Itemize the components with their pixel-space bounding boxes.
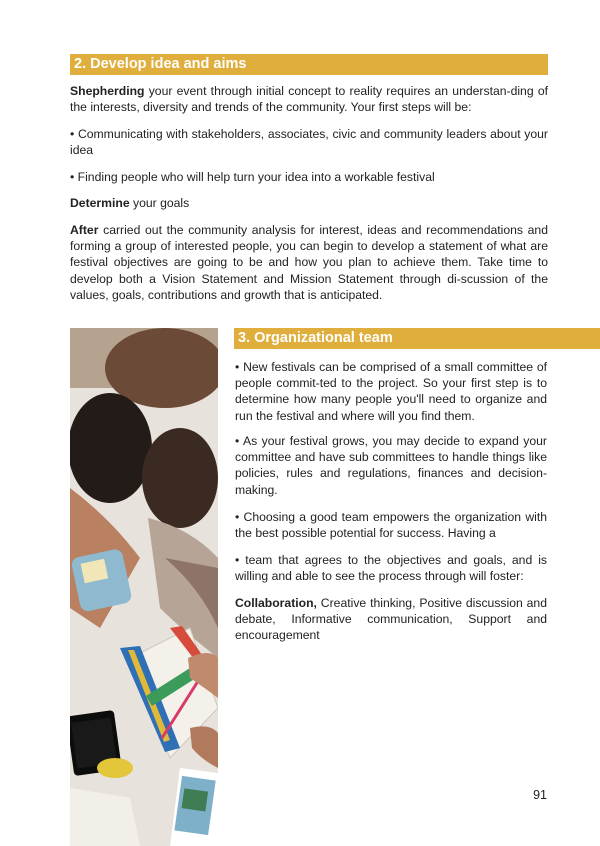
paragraph-text: carried out the community analysis for interest, ideas and recommendations and forming a group of interested people, you can begin to develop a statement of what are festival objectives are going to be and how you plan to achieve them. Take time to develop both a Vision Statement and Mission Statement through di-scussion of the values, goals, contributions and growth that is anticipated. <box>70 223 548 302</box>
bold-lead: After <box>70 223 99 237</box>
bullet-finding-people: • Finding people who will help turn your idea into a workable festival <box>70 170 435 184</box>
paragraph-text: your goals <box>129 196 190 210</box>
bullet-new-festivals: • New festivals can be comprised of a small committee of people commit-ted to the project. So your first step is to determine how many people you'll need to organize and run the festival and where will you find them. <box>235 360 547 423</box>
bullet-good-team: • Choosing a good team empowers the organization with the best possible potential for success. Having a <box>235 510 547 541</box>
page-number: 91 <box>533 788 547 802</box>
paragraph-text: your event through initial concept to reality requires an understan-ding of the interests, diversity and trends of the community. Your first steps will be: <box>70 84 548 115</box>
paragraph-text: Creative thinking, Positive discussion and debate, Informative communication, Support and encouragement <box>235 596 547 643</box>
bullet-festival-grows: • As your festival grows, you may decide to expand your committee and have sub committees to handle things like policies, rules and regulations, finances and decision-making. <box>235 434 547 497</box>
workshop-photo-illustration <box>70 328 218 846</box>
section-heading-organizational-team: 3. Organizational team <box>234 328 600 349</box>
bold-lead: Shepherding <box>70 84 145 98</box>
paragraph-collaboration <box>235 595 547 644</box>
bullet-communicating: • Communicating with stakeholders, associates, civic and community leaders about your idea <box>70 127 548 158</box>
bullet-team-agrees: • team that agrees to the objectives and goals, and is willing and able to see the process through will foster: <box>235 553 547 584</box>
section-heading-develop-idea: 2. Develop idea and aims <box>70 54 548 75</box>
bold-lead: Collaboration, <box>235 596 317 610</box>
bold-lead: Determine <box>70 196 130 210</box>
paragraph-after <box>70 222 548 303</box>
workshop-photo <box>70 328 218 846</box>
paragraph-determine-goals <box>70 195 548 211</box>
paragraph-shepherding <box>70 83 548 115</box>
